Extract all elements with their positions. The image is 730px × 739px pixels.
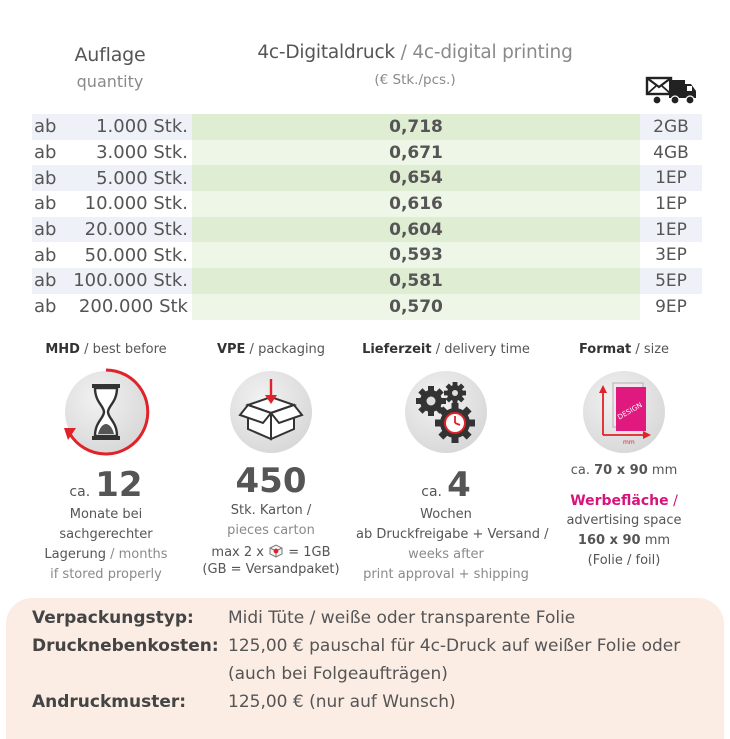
feature-format bbox=[534, 342, 714, 571]
price-row bbox=[32, 191, 702, 217]
price-row-quantity: 200.000 Stk bbox=[78, 296, 188, 318]
price-row-shipping: 5EP bbox=[655, 270, 687, 291]
price-row-price: 0,570 bbox=[389, 296, 443, 317]
mm-label: mm bbox=[623, 439, 635, 446]
price-row-quantity: 10.000 Stk. bbox=[84, 193, 188, 215]
price-row-shipping: 1EP bbox=[655, 168, 687, 189]
format-title: Format / size bbox=[578, 342, 670, 357]
price-row bbox=[32, 294, 702, 320]
packaging-line4: (GB = Versandpaket) bbox=[202, 562, 340, 577]
price-row bbox=[32, 242, 702, 268]
print-header bbox=[200, 42, 630, 88]
packaging-line2: pieces carton bbox=[227, 523, 315, 538]
print-header-en: 4c-digital printing bbox=[412, 42, 573, 63]
print-header-sep: / bbox=[394, 42, 413, 63]
price-row-shipping: 1EP bbox=[655, 193, 687, 214]
price-row bbox=[32, 114, 702, 140]
proof-sample-value: 125,00 € (nur auf Wunsch) bbox=[228, 692, 456, 712]
price-row-ab: ab bbox=[34, 142, 57, 164]
price-row-quantity: 3.000 Stk. bbox=[96, 142, 188, 164]
price-row bbox=[32, 165, 702, 191]
price-row-quantity: 50.000 Stk. bbox=[84, 244, 188, 266]
bag-design-icon bbox=[583, 371, 665, 453]
price-row-price: 0,616 bbox=[389, 193, 443, 214]
price-row-ab: ab bbox=[34, 116, 57, 138]
delivery-value-line: ca. 4 bbox=[421, 465, 471, 505]
packaging-line3: max 2 x = 1GB bbox=[211, 545, 331, 560]
packaging-type-label: Verpackungstyp: bbox=[32, 608, 194, 628]
best-before-line3: Lagerung / months bbox=[44, 547, 168, 562]
delivery-value: 4 bbox=[447, 465, 471, 505]
price-row-price: 0,581 bbox=[389, 270, 443, 291]
delivery-line2: ab Druckfreigabe + Versand / bbox=[356, 527, 549, 542]
price-row-shipping: 1EP bbox=[655, 219, 687, 240]
small-box-icon bbox=[268, 543, 284, 559]
best-before-line1: Monate bei bbox=[69, 507, 143, 522]
quantity-header bbox=[60, 44, 160, 91]
price-row-quantity: 20.000 Stk. bbox=[84, 219, 188, 241]
feature-delivery-time bbox=[356, 342, 549, 585]
price-row-ab: ab bbox=[34, 270, 57, 292]
delivery-title: Lieferzeit / delivery time bbox=[362, 342, 530, 357]
price-row-ab: ab bbox=[34, 193, 57, 215]
delivery-line3: weeks after bbox=[408, 547, 484, 562]
price-row-ab: ab bbox=[34, 244, 57, 266]
delivery-line1: Wochen bbox=[420, 507, 472, 522]
packaging-value: 450 bbox=[235, 461, 307, 501]
info-box bbox=[6, 598, 724, 739]
quantity-header-en: quantity bbox=[76, 72, 144, 91]
price-table bbox=[32, 114, 702, 320]
design-label: DESIGN bbox=[616, 401, 644, 422]
gears-clock-icon bbox=[405, 371, 487, 453]
best-before-value: 12 bbox=[95, 465, 143, 505]
price-row-ab: ab bbox=[34, 219, 57, 241]
quantity-header-de: Auflage bbox=[74, 44, 146, 66]
packaging-type-value: Midi Tüte / weiße oder transparente Folie bbox=[228, 608, 576, 628]
best-before-value-line: ca. 12 bbox=[69, 465, 143, 505]
price-row-price: 0,654 bbox=[389, 168, 443, 189]
price-row-shipping: 2GB bbox=[653, 116, 689, 137]
mail-truck-icon bbox=[645, 74, 699, 106]
price-unit: (€ Stk./pcs.) bbox=[374, 72, 456, 88]
best-before-line4: if stored properly bbox=[50, 567, 162, 582]
price-row-price: 0,593 bbox=[389, 245, 443, 266]
price-row-quantity: 5.000 Stk. bbox=[96, 167, 188, 189]
price-row-quantity: 1.000 Stk. bbox=[96, 116, 188, 138]
best-before-title: MHD / best before bbox=[45, 342, 167, 357]
feature-best-before bbox=[16, 342, 196, 585]
format-size: ca. 70 x 90 mm bbox=[570, 463, 678, 478]
additional-costs-note: (auch bei Folgeaufträgen) bbox=[228, 664, 448, 684]
ad-space-en: advertising space bbox=[566, 513, 682, 528]
price-row-shipping: 3EP bbox=[655, 245, 687, 266]
price-row-ab: ab bbox=[34, 296, 57, 318]
price-row-ab: ab bbox=[34, 167, 57, 189]
price-row-price: 0,671 bbox=[389, 142, 443, 163]
proof-sample-label: Andruckmuster: bbox=[32, 692, 187, 712]
additional-costs-value: 125,00 € pauschal für 4c-Druck auf weißer Folie oder bbox=[228, 636, 681, 656]
packaging-title: VPE / packaging bbox=[216, 342, 326, 357]
feature-packaging bbox=[181, 342, 361, 577]
box-icon bbox=[230, 371, 312, 453]
ad-space-size: 160 x 90 mm bbox=[577, 533, 671, 548]
price-row-shipping: 9EP bbox=[655, 296, 687, 317]
print-header-title bbox=[200, 42, 630, 63]
hourglass-icon bbox=[65, 371, 147, 453]
best-before-line2: sachgerechter bbox=[59, 527, 153, 542]
price-row-price: 0,604 bbox=[389, 219, 443, 240]
price-row-quantity: 100.000 Stk. bbox=[73, 270, 188, 292]
packaging-line1: Stk. Karton / bbox=[230, 503, 312, 518]
price-row-shipping: 4GB bbox=[653, 142, 689, 163]
print-header-de: 4c-Digitaldruck bbox=[257, 42, 395, 63]
price-row bbox=[32, 140, 702, 166]
additional-costs-label: Drucknebenkosten: bbox=[32, 636, 219, 656]
ad-space-title: Werbefläche / bbox=[570, 493, 678, 509]
price-row bbox=[32, 217, 702, 243]
ad-space-note: (Folie / foil) bbox=[587, 553, 661, 568]
delivery-line4: print approval + shipping bbox=[363, 567, 529, 582]
price-row-price: 0,718 bbox=[389, 116, 443, 137]
price-row bbox=[32, 268, 702, 294]
packaging-value-line bbox=[181, 461, 361, 501]
